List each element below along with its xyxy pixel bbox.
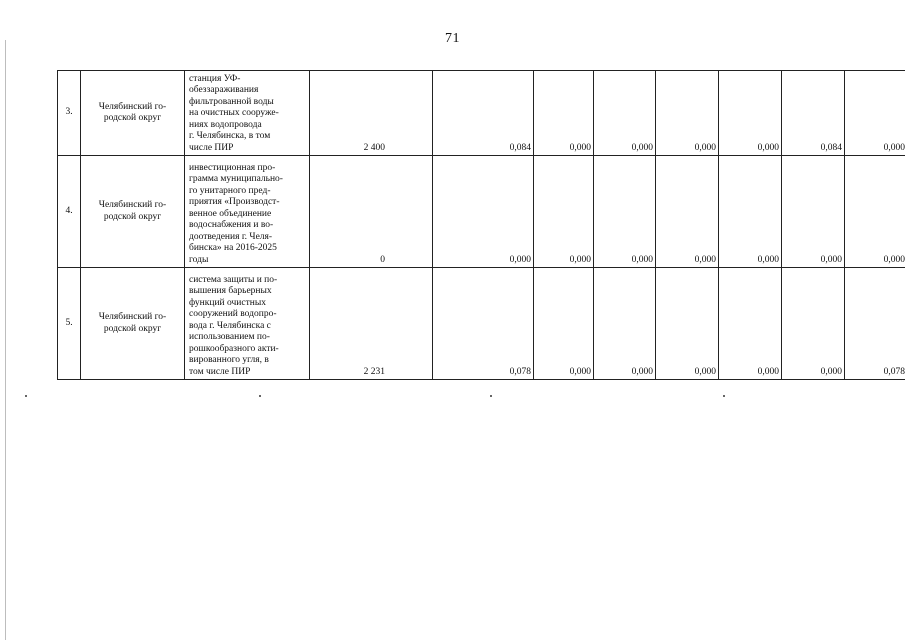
table-row (58, 71, 905, 156)
value-cell: 0,000 (656, 268, 719, 380)
value-cell: 0,000 (656, 71, 719, 156)
project-name-text: станция УФ- обеззараживания фильтрованной воды на очистных сооруже- ниях водопровода г. Челябинска, в том числе ПИР (189, 73, 279, 153)
table-row (58, 268, 905, 380)
cost-cell: 2 400 (310, 71, 433, 156)
data-table (57, 70, 905, 380)
scan-speck (723, 395, 725, 397)
value-cell: 0,084 (433, 71, 534, 156)
district-cell (81, 71, 185, 156)
value-cell: 0,000 (534, 71, 594, 156)
value-cell: 0,078 (433, 268, 534, 380)
value-cell: 0,000 (534, 268, 594, 380)
value-cell: 0,000 (594, 71, 656, 156)
district-text: Челябинский го- родской округ (98, 200, 167, 222)
row-number: 3. (58, 71, 81, 156)
value-cell: 0,000 (594, 268, 656, 380)
value-cell: 0,000 (782, 268, 845, 380)
scan-edge-line (5, 40, 6, 640)
project-name-cell (185, 71, 310, 156)
cost-cell: 0 (310, 156, 433, 268)
value-cell: 0,000 (594, 156, 656, 268)
value-cell: 0,000 (534, 156, 594, 268)
district-text: Челябинский го- родской округ (98, 312, 167, 334)
value-cell: 0,000 (845, 156, 905, 268)
district-text: Челябинский го- родской округ (98, 101, 167, 123)
value-cell: 0,000 (845, 71, 905, 156)
value-cell: 0,078 (845, 268, 905, 380)
value-cell: 0,000 (719, 71, 782, 156)
row-number: 5. (58, 268, 81, 380)
value-cell: 0,000 (719, 156, 782, 268)
cost-cell: 2 231 (310, 268, 433, 380)
value-cell: 0,000 (433, 156, 534, 268)
district-cell (81, 156, 185, 268)
project-name-cell (185, 268, 310, 380)
project-name-cell (185, 156, 310, 268)
value-cell: 0,000 (656, 156, 719, 268)
table-row (58, 156, 905, 268)
project-name-text: инвестиционная про- грамма муниципально- го унитарного пред- приятия «Производст- венное объединение водоснабжения и во- доотведения г. Челя- бинска» на 2016-2025 годы (189, 162, 283, 265)
page-number: 71 (445, 31, 460, 46)
value-cell: 0,000 (719, 268, 782, 380)
district-cell (81, 268, 185, 380)
row-number: 4. (58, 156, 81, 268)
scan-speck (25, 395, 27, 397)
value-cell: 0,000 (782, 156, 845, 268)
value-cell: 0,084 (782, 71, 845, 156)
project-name-text: система защиты и по- вышения барьерных функций очистных сооружений водопро- вода г. Челябинска с использованием по- рошкообразного акти- вированного угля, в том числе ПИР (189, 274, 279, 377)
scan-speck (490, 395, 492, 397)
scan-speck (259, 395, 261, 397)
